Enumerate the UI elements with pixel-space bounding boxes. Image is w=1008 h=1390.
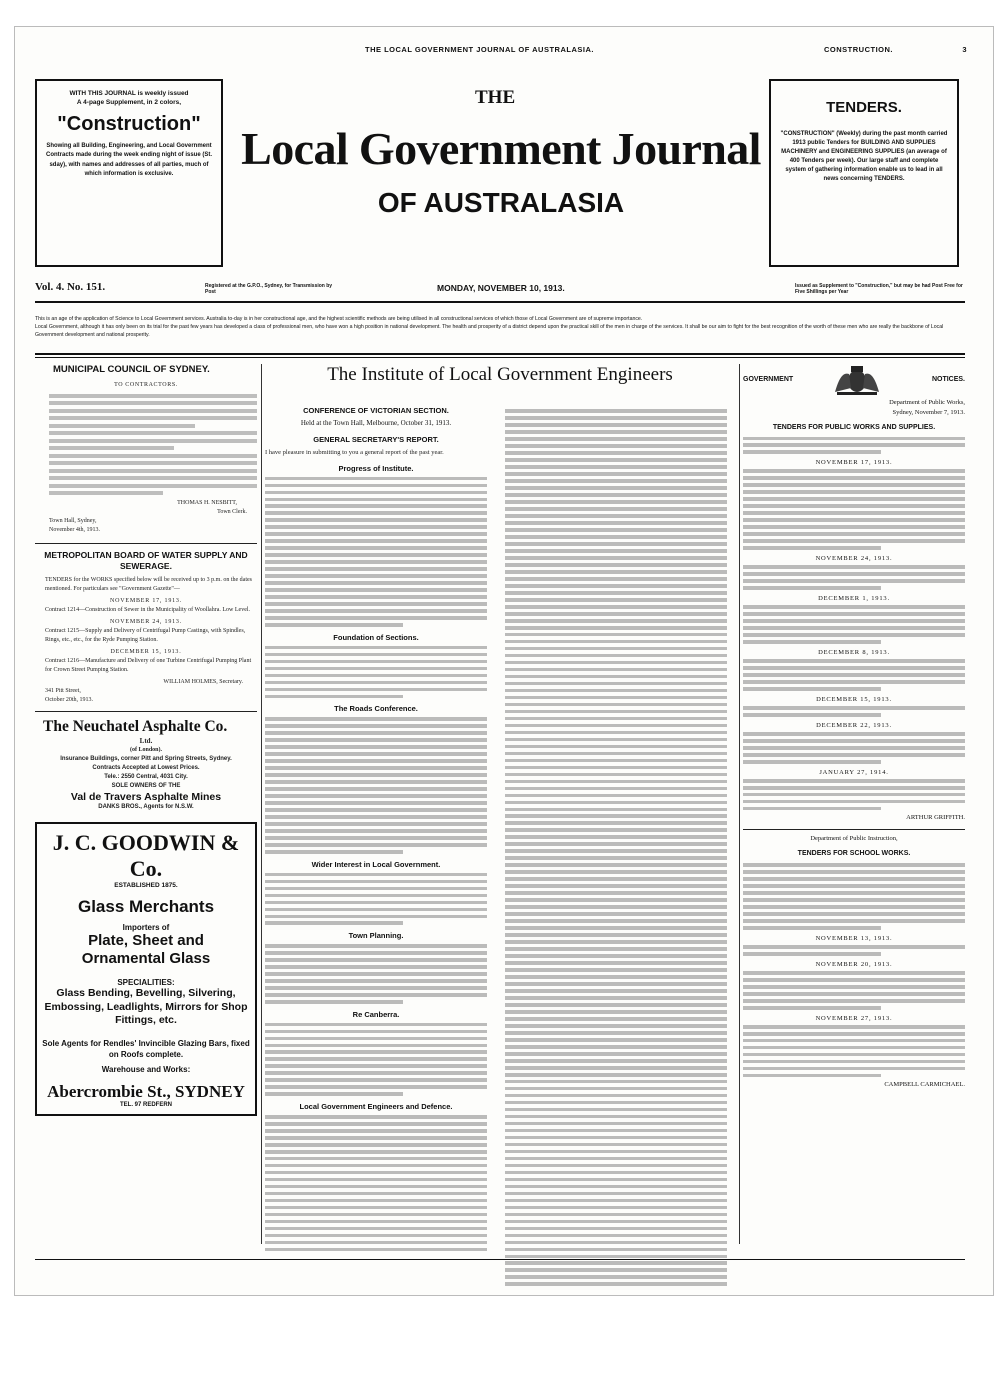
masthead-subtitle: OF AUSTRALASIA: [377, 187, 625, 218]
running-head-journal: THE LOCAL GOVERNMENT JOURNAL OF AUSTRALASIA.: [365, 45, 594, 54]
neuchatel-contracts: Contracts Accepted at Lowest Prices.: [92, 765, 200, 772]
left-column: [35, 364, 257, 1284]
text-block: [743, 971, 965, 1010]
supplement-note: Issued as Supplement to "Construction," but may be had Post Free for Five Shillings per Year: [795, 283, 963, 295]
goodwin-ad: [35, 822, 257, 1115]
dept-public-instruction: Department of Public Instruction,: [810, 835, 898, 843]
article-intro: I have pleasure in submitting to you a general report of the past year.: [265, 448, 444, 456]
goodwin-plate-sheet: Plate, Sheet and: [88, 932, 204, 950]
school-tender-date: NOVEMBER 27, 1913.: [815, 1014, 893, 1022]
divider: [35, 1259, 965, 1260]
text-block: [743, 779, 965, 811]
article-held: Held at the Town Hall, Melbourne, October 31, 1913.: [300, 419, 452, 427]
dateline: [35, 281, 965, 299]
neuchatel-mines: Val de Travers Asphalte Mines: [70, 791, 222, 804]
public-works-tenders-heading: TENDERS FOR PUBLIC WORKS AND SUPPLIES.: [772, 423, 936, 431]
tender-date: JANUARY 27, 1914.: [819, 768, 889, 776]
neuchatel-owners: SOLE OWNERS OF THE: [111, 783, 181, 790]
tender-date: DECEMBER 1, 1913.: [818, 594, 890, 602]
volume-number: Vol. 4. No. 151.: [35, 281, 106, 293]
notices-label: NOTICES.: [931, 376, 965, 383]
page-number: 3: [962, 45, 967, 54]
council-subheading: TO CONTRACTORS.: [114, 382, 178, 388]
newspaper-page: [14, 26, 994, 1296]
tenders-ad-box: [769, 79, 959, 267]
masthead-title: Local Government Journal: [241, 123, 761, 174]
text-block: [265, 1023, 487, 1096]
article-conference: CONFERENCE OF VICTORIAN SECTION.: [303, 406, 449, 415]
text-block: [743, 605, 965, 644]
council-text: [35, 394, 257, 496]
council-signature: THOMAS H. NESBITT,: [177, 499, 237, 506]
tender-date: DECEMBER 15, 1913.: [816, 695, 892, 703]
text-block: [265, 944, 487, 1003]
school-tender-date: NOVEMBER 13, 1913.: [815, 934, 893, 942]
water-signature: WILLIAM HOLMES, Secretary.: [163, 678, 243, 685]
article: [265, 364, 735, 1284]
heading-town-planning: Town Planning.: [348, 931, 404, 941]
construction-ad-body: Showing all Building, Engineering, and Local Government Contracts made during the week ending night of issue (St. sday), with names and addresses of all parties, much of which information is exclusive.: [45, 143, 213, 178]
text-block: [743, 469, 965, 549]
water-date: October 20th, 1913.: [45, 696, 93, 703]
goodwin-specialities: Glass Bending, Bevelling, Silvering, Embossing, Leadlights, Mirrors for Shop Fittings, etc.: [44, 987, 248, 1027]
text-block: [265, 873, 487, 925]
goodwin-telephone: TEL. 97 REDFERN: [119, 1101, 172, 1108]
goodwin-specialities-label: SPECIALITIES:: [117, 978, 175, 988]
article-report: GENERAL SECRETARY'S REPORT.: [313, 434, 439, 444]
text-block: [505, 409, 727, 1286]
water-place: 341 Pitt Street,: [45, 687, 81, 694]
issue-date: MONDAY, NOVEMBER 10, 1913.: [437, 283, 565, 293]
text-block: [743, 1025, 965, 1077]
article-column-1: [265, 406, 487, 1255]
running-head: [35, 45, 973, 59]
goodwin-ornamental: Ornamental Glass: [81, 950, 211, 968]
water-board-heading: METROPOLITAN BOARD OF WATER SUPPLY AND SEWERAGE.: [44, 549, 248, 571]
neuchatel-of: (of London).: [129, 747, 162, 754]
heading-canberra: Re Canberra.: [352, 1009, 400, 1019]
heading-wider-interest: Wider Interest in Local Government.: [311, 859, 441, 869]
text-block: [743, 863, 965, 929]
water-date-2: NOVEMBER 24, 1913.: [109, 618, 183, 625]
council-heading: MUNICIPAL COUNCIL OF SYDNEY.: [53, 364, 210, 375]
water-contract-3: Contract 1216—Manufacture and Delivery of one Turbine Centrifugal Pumping Plant for Crown Street Pumping Station.: [45, 657, 252, 673]
heading-defence: Local Government Engineers and Defence.: [299, 1101, 453, 1111]
council-place: Town Hall, Sydney,: [49, 517, 97, 524]
construction-ad-line2: A 4-page Supplement, in 2 colors,: [76, 99, 182, 107]
article-column-2: [505, 406, 727, 1289]
tender-date: DECEMBER 8, 1913.: [818, 648, 890, 656]
neuchatel-address: Insurance Buildings, corner Pitt and Spring Streets, Sydney.: [60, 756, 232, 763]
water-contract-1: Contract 1214—Construction of Sewer in the Municipality of Woollahra. Low Level.: [45, 606, 251, 613]
running-head-section: CONSTRUCTION.: [824, 45, 893, 54]
dept-public-works-date: Sydney, November 7, 1913.: [892, 408, 965, 416]
text-block: [265, 477, 487, 627]
divider: [35, 353, 965, 355]
column-rule: [261, 364, 262, 1244]
water-contract-2: Contract 1215—Supply and Delivery of Centrifugal Pump Castings, with Spindles, Rings, etc., etc., for the Ryde Pumping Station.: [45, 627, 246, 643]
construction-ad-line1: WITH THIS JOURNAL is weekly issued: [69, 90, 189, 97]
tenders-ad-body: "CONSTRUCTION" (Weekly) during the past month carried 1913 public Tenders for BUILDING AND SUPPLIES MACHINERY and ENGINEERING SUPPLIES (an average of 400 Tenders per week). Our large staff and complete system of gathering information enable us to lead in all news concerning TENDERS.: [780, 131, 948, 182]
heading-progress: Progress of Institute.: [338, 463, 414, 473]
water-date-1: NOVEMBER 17, 1913.: [109, 597, 183, 604]
heading-roads: The Roads Conference.: [334, 704, 418, 714]
heading-foundation: Foundation of Sections.: [333, 632, 419, 642]
goodwin-importers: Importers of: [122, 923, 170, 933]
motto-line2: Local Government, although it has only been on its trial for the past few years has developed a class of professional men, who have won a high position in national development. The health and prosperity of a district depend upon the practical skill of the men in charge of the services. It shall be our aim to fight for the best recognition of the worth of these men who are really the backbone of Local Government development and national prosperity.: [35, 324, 944, 339]
right-column: [743, 364, 965, 1284]
text-block: [743, 565, 965, 590]
neuchatel-agents: DANKS BROS., Agents for N.S.W.: [98, 804, 194, 811]
neuchatel-ltd: Ltd.: [139, 736, 153, 745]
government-notices-header: [743, 364, 965, 398]
goodwin-glass-merchants: Glass Merchants: [77, 897, 215, 917]
tenders-ad-title: TENDERS.: [826, 99, 902, 116]
tender-date: NOVEMBER 24, 1913.: [815, 554, 893, 562]
text-block: [743, 945, 965, 956]
tender-date: NOVEMBER 17, 1913.: [815, 459, 893, 467]
tender-date: DECEMBER 22, 1913.: [816, 721, 892, 729]
water-board-intro: TENDERS for the WORKS specified below will be received up to 3 p.m. on the dates mentioned. For particulars see "Government Gazette"—: [45, 576, 253, 592]
text-block: [265, 717, 487, 853]
construction-ad-box: [35, 79, 223, 267]
text-block: [743, 659, 965, 691]
goodwin-established: ESTABLISHED 1875.: [114, 882, 178, 890]
goodwin-address: Abercrombie St., SYDNEY: [47, 1081, 245, 1101]
goodwin-name: J. C. GOODWIN & Co.: [52, 830, 240, 882]
column-rule: [739, 364, 740, 1244]
council-date: November 4th, 1913.: [49, 526, 100, 533]
government-label: GOVERNMENT: [743, 376, 794, 383]
motto-line1: This is an age of the application of Science to Local Government services. Australia to-day is in her constructional age, and the highest scientific methods are being utilised in all constructional services of which those of Local Government are of supreme importance.: [35, 316, 643, 322]
neuchatel-tele: Tele.: 2550 Central, 4031 City.: [104, 774, 188, 781]
article-title: The Institute of Local Government Engineers: [327, 364, 673, 385]
masthead-the: THE: [475, 87, 516, 108]
public-works-signature: ARTHUR GRIFFITH.: [906, 814, 965, 822]
coat-of-arms-icon: [829, 364, 885, 396]
registered-note: Registered at the G.P.O., Sydney, for Transmission by Post: [205, 283, 333, 295]
dept-public-works: Department of Public Works,: [889, 399, 965, 406]
goodwin-warehouse: Warehouse and Works:: [101, 1065, 191, 1075]
school-tender-date: NOVEMBER 20, 1913.: [815, 960, 893, 968]
water-date-3: DECEMBER 15, 1913.: [110, 648, 182, 655]
construction-ad-title: "Construction": [57, 113, 201, 136]
neuchatel-title: The Neuchatel Asphalte Co.: [43, 717, 228, 735]
motto-block: [35, 315, 965, 339]
text-block: [265, 1115, 487, 1251]
text-block: [265, 646, 487, 698]
divider: [35, 357, 965, 358]
text-block: [743, 732, 965, 764]
school-works-tenders-heading: TENDERS FOR SCHOOL WORKS.: [797, 850, 911, 858]
divider: [35, 301, 965, 303]
council-signature-title: Town Clerk.: [217, 508, 247, 515]
school-works-signature: CAMPBELL CARMICHAEL.: [884, 1081, 965, 1089]
text-block: [743, 437, 965, 455]
goodwin-agents: Sole Agents for Rendles' Invincible Glazing Bars, fixed on Roofs complete.: [42, 1039, 250, 1060]
text-block: [743, 706, 965, 717]
